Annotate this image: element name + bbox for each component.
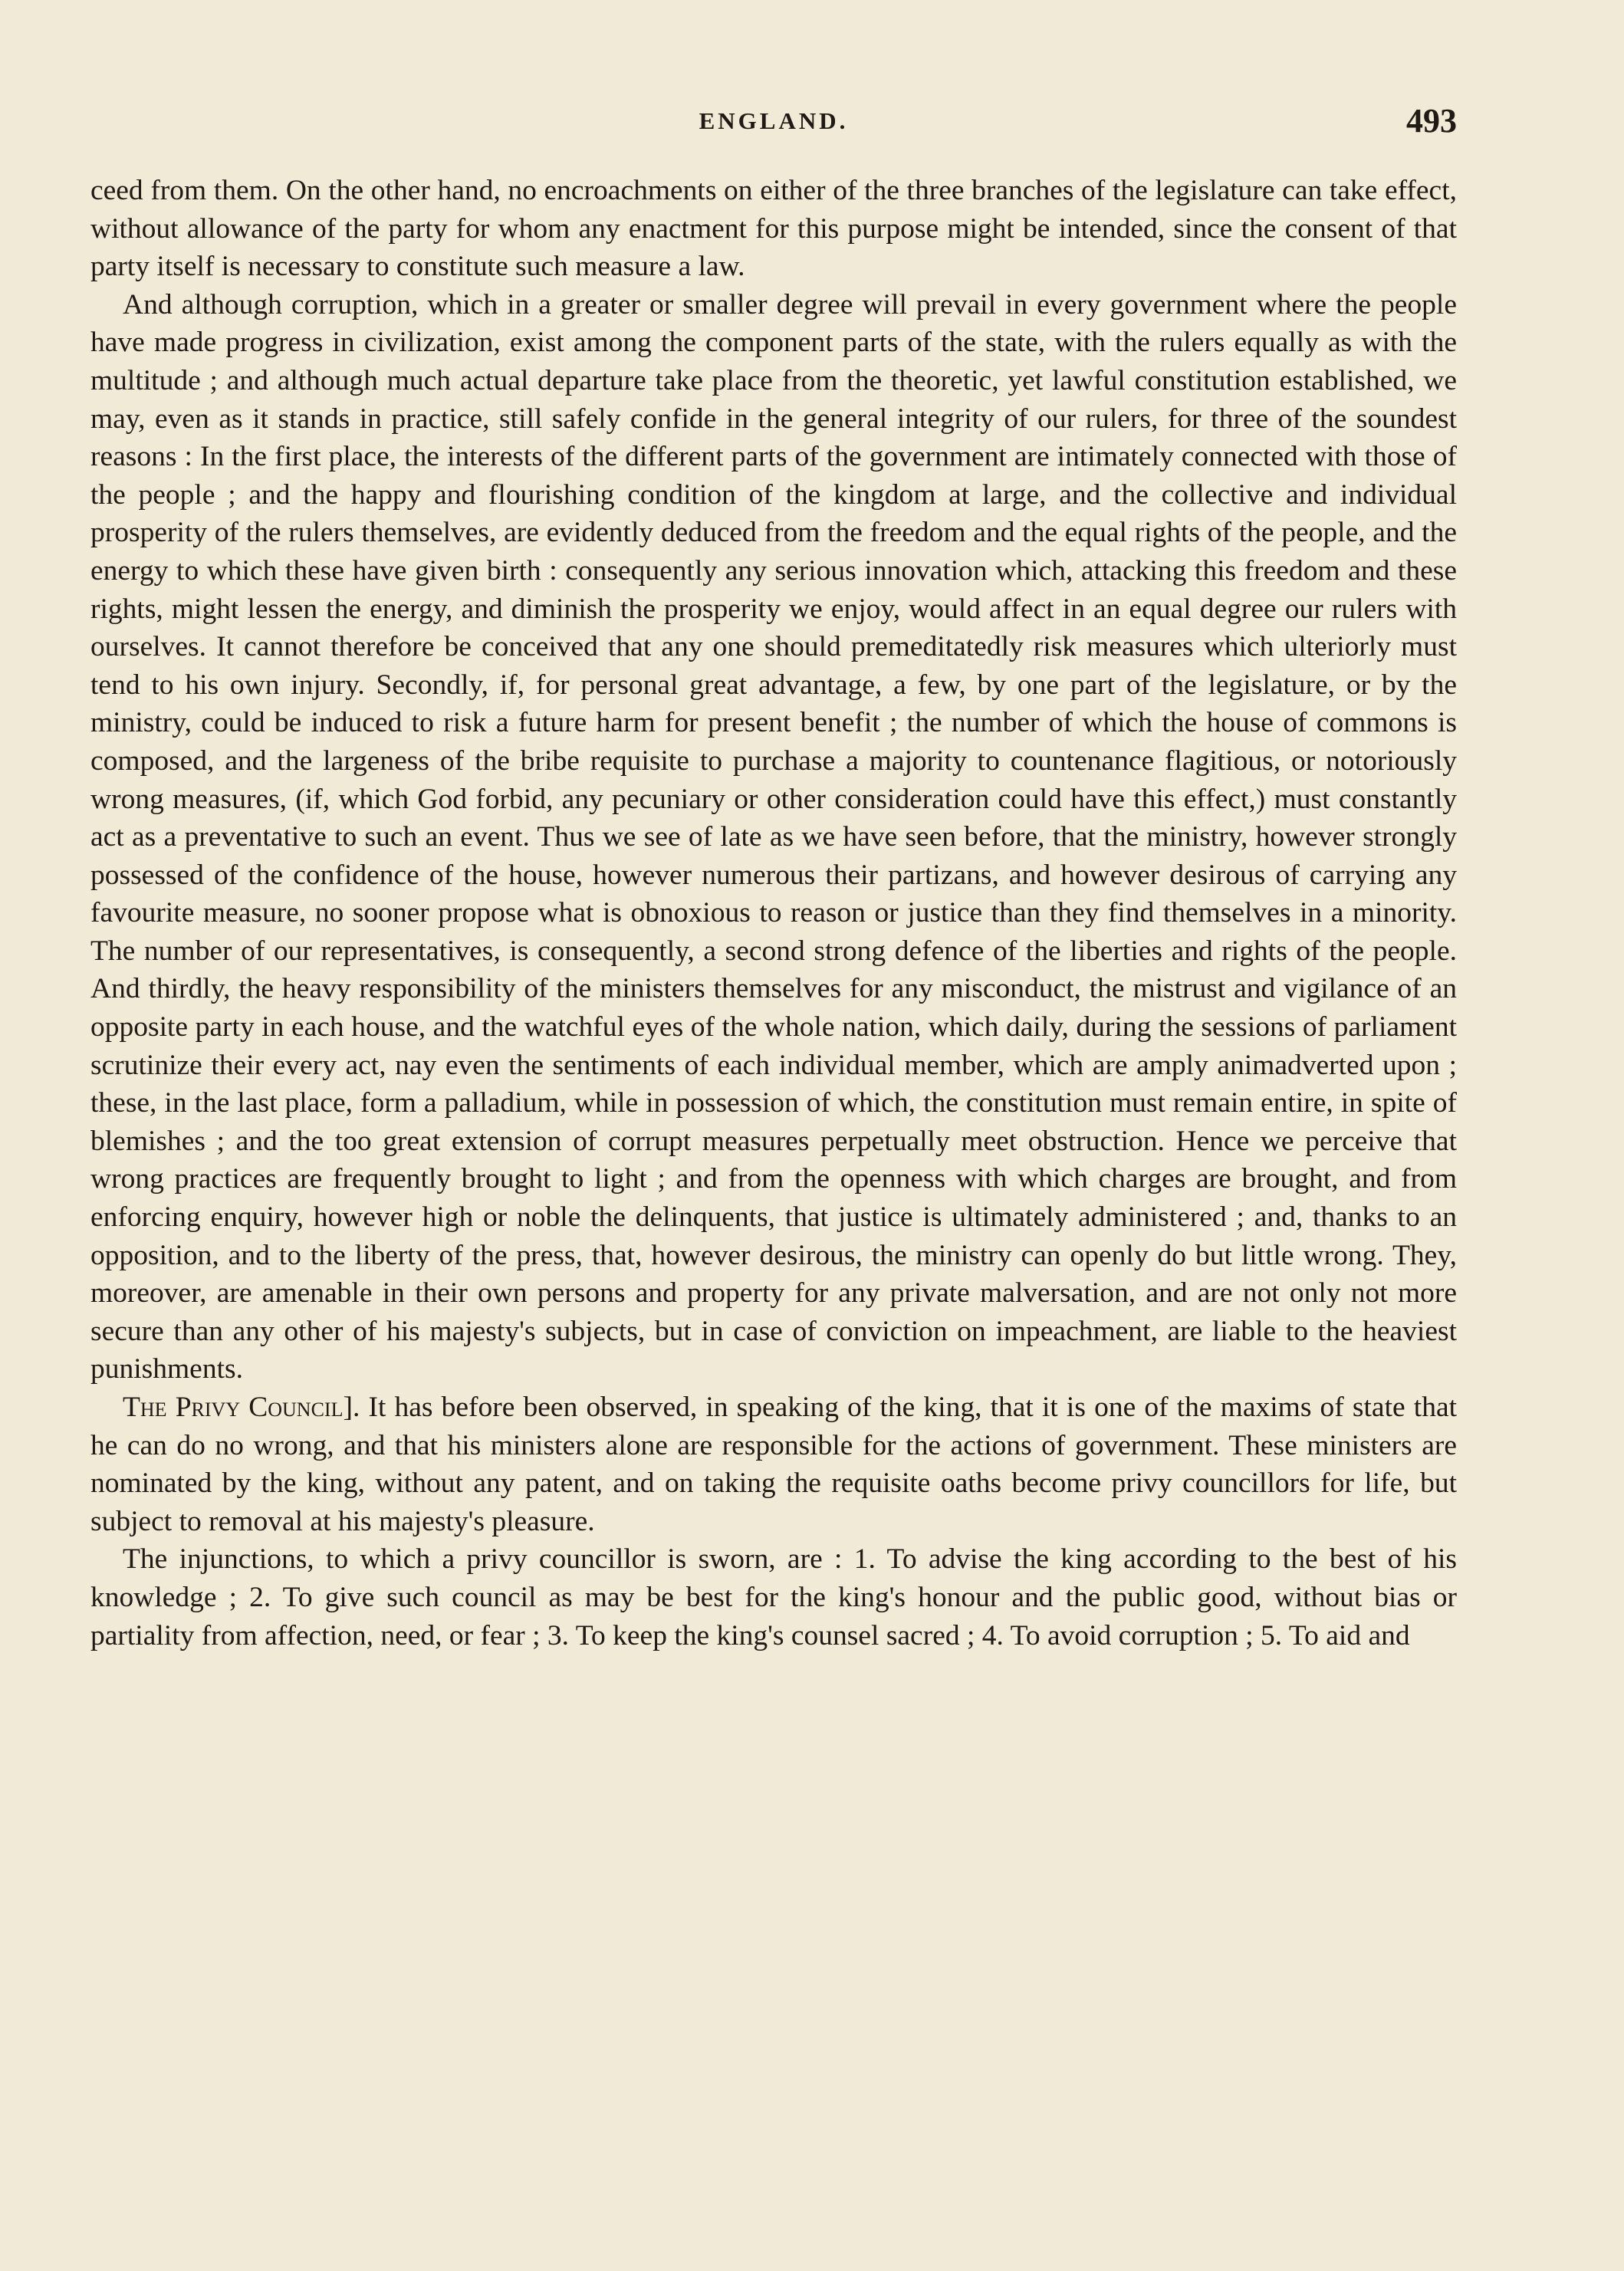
running-head: ENGLAND. [699,107,849,134]
body-text [90,172,1457,1655]
page-number: 493 [1406,102,1457,140]
section-heading-privy-council: The Privy Council]. [123,1392,360,1423]
paragraph-privy-council [90,1389,1457,1540]
paragraph-injunctions: The injunctions, to which a privy councillor is sworn, are : 1. To advise the king according to the best of his knowledge ; 2. To give such council as may be best for the king's honour and the public good, without bias or partiality from affection, need, or fear ; 3. To keep the king's counsel sacred ; 4. To avoid corruption ; 5. To aid and [90,1543,1457,1651]
paragraph-privy-council-text: It has before been observed, in speaking of the king, that it is one of the maxims of state that he can do no wrong, and that his ministers alone are responsible for the actions of government. These ministers are nominated by the king, without any patent, and on taking the requisite oaths become privy councillors for life, but subject to removal at his majesty's pleasure. [90,1392,1458,1537]
page-header [90,102,1457,161]
paragraph-continuation: ceed from them. On the other hand, no encroachments on either of the three branches of the legislature can take effect, without allowance of the party for whom any enactment for this purpose might be intended, since the consent of that party itself is necessary to constitute such measure a law. [90,175,1457,283]
paragraph-corruption: And although corruption, which in a greater or smaller degree will prevail in every government where the people have made progress in civilization, exist among the component parts of the state, with the rulers equally as with the multitude ; and although much actual departure take place from the theoretic, yet lawful constitution established, we may, even as it stands in practice, still safely confide in the general integrity of our rulers, for three of the soundest reasons : In the first place, the interests of the different parts of the government are intimately connected with those of the people ; and the happy and flourishing condition of the kingdom at large, and the collective and individual prosperity of the rulers themselves, are evidently deduced from the freedom and the equal rights of the people, and the energy to which these have given birth : consequently any serious innovation which, attacking this freedom and these rights, might lessen the energy, and diminish the prosperity we enjoy, would affect in an equal degree our rulers with ourselves. It cannot therefore be conceived that any one should premeditatedly risk measures which ulteriorly must tend to his own injury. Secondly, if, for personal great advantage, a few, by one part of the legislature, or by the ministry, could be induced to risk a future harm for present benefit ; the number of which the house of commons is composed, and the largeness of the bribe requisite to purchase a majority to countenance flagitious, or notoriously wrong measures, (if, which God forbid, any pecuniary or other consideration could have this effect,) must constantly act as a preventative to such an event. Thus we see of late as we have seen before, that the ministry, however strongly possessed of the confidence of the house, however numerous their partizans, and however desirous of carrying any favourite measure, no sooner propose what is obnoxious to reason or justice than they find themselves in a minority. The number of our representatives, is consequently, a second strong defence of the liberties and rights of the people. And thirdly, the heavy responsibility of the ministers themselves for any misconduct, the mistrust and vigilance of an opposite party in each house, and the watchful eyes of the whole nation, which daily, during the sessions of parliament scrutinize their every act, nay even the sentiments of each individual member, which are amply animadverted upon ; these, in the last place, form a palladium, while in possession of which, the constitution must remain entire, in spite of blemishes ; and the too great extension of corrupt measures perpetually meet obstruction. Hence we perceive that wrong practices are frequently brought to light ; and from the openness with which charges are brought, and from enforcing enquiry, however high or noble the delinquents, that justice is ultimately administered ; and, thanks to an opposition, and to the liberty of the press, that, however desirous, the ministry can openly do but little wrong. They, moreover, are amenable in their own persons and property for any private malversation, and are not only not more secure than any other of his majesty's subjects, but in case of conviction on impeachment, are liable to the heaviest punishments. [90,288,1457,1385]
